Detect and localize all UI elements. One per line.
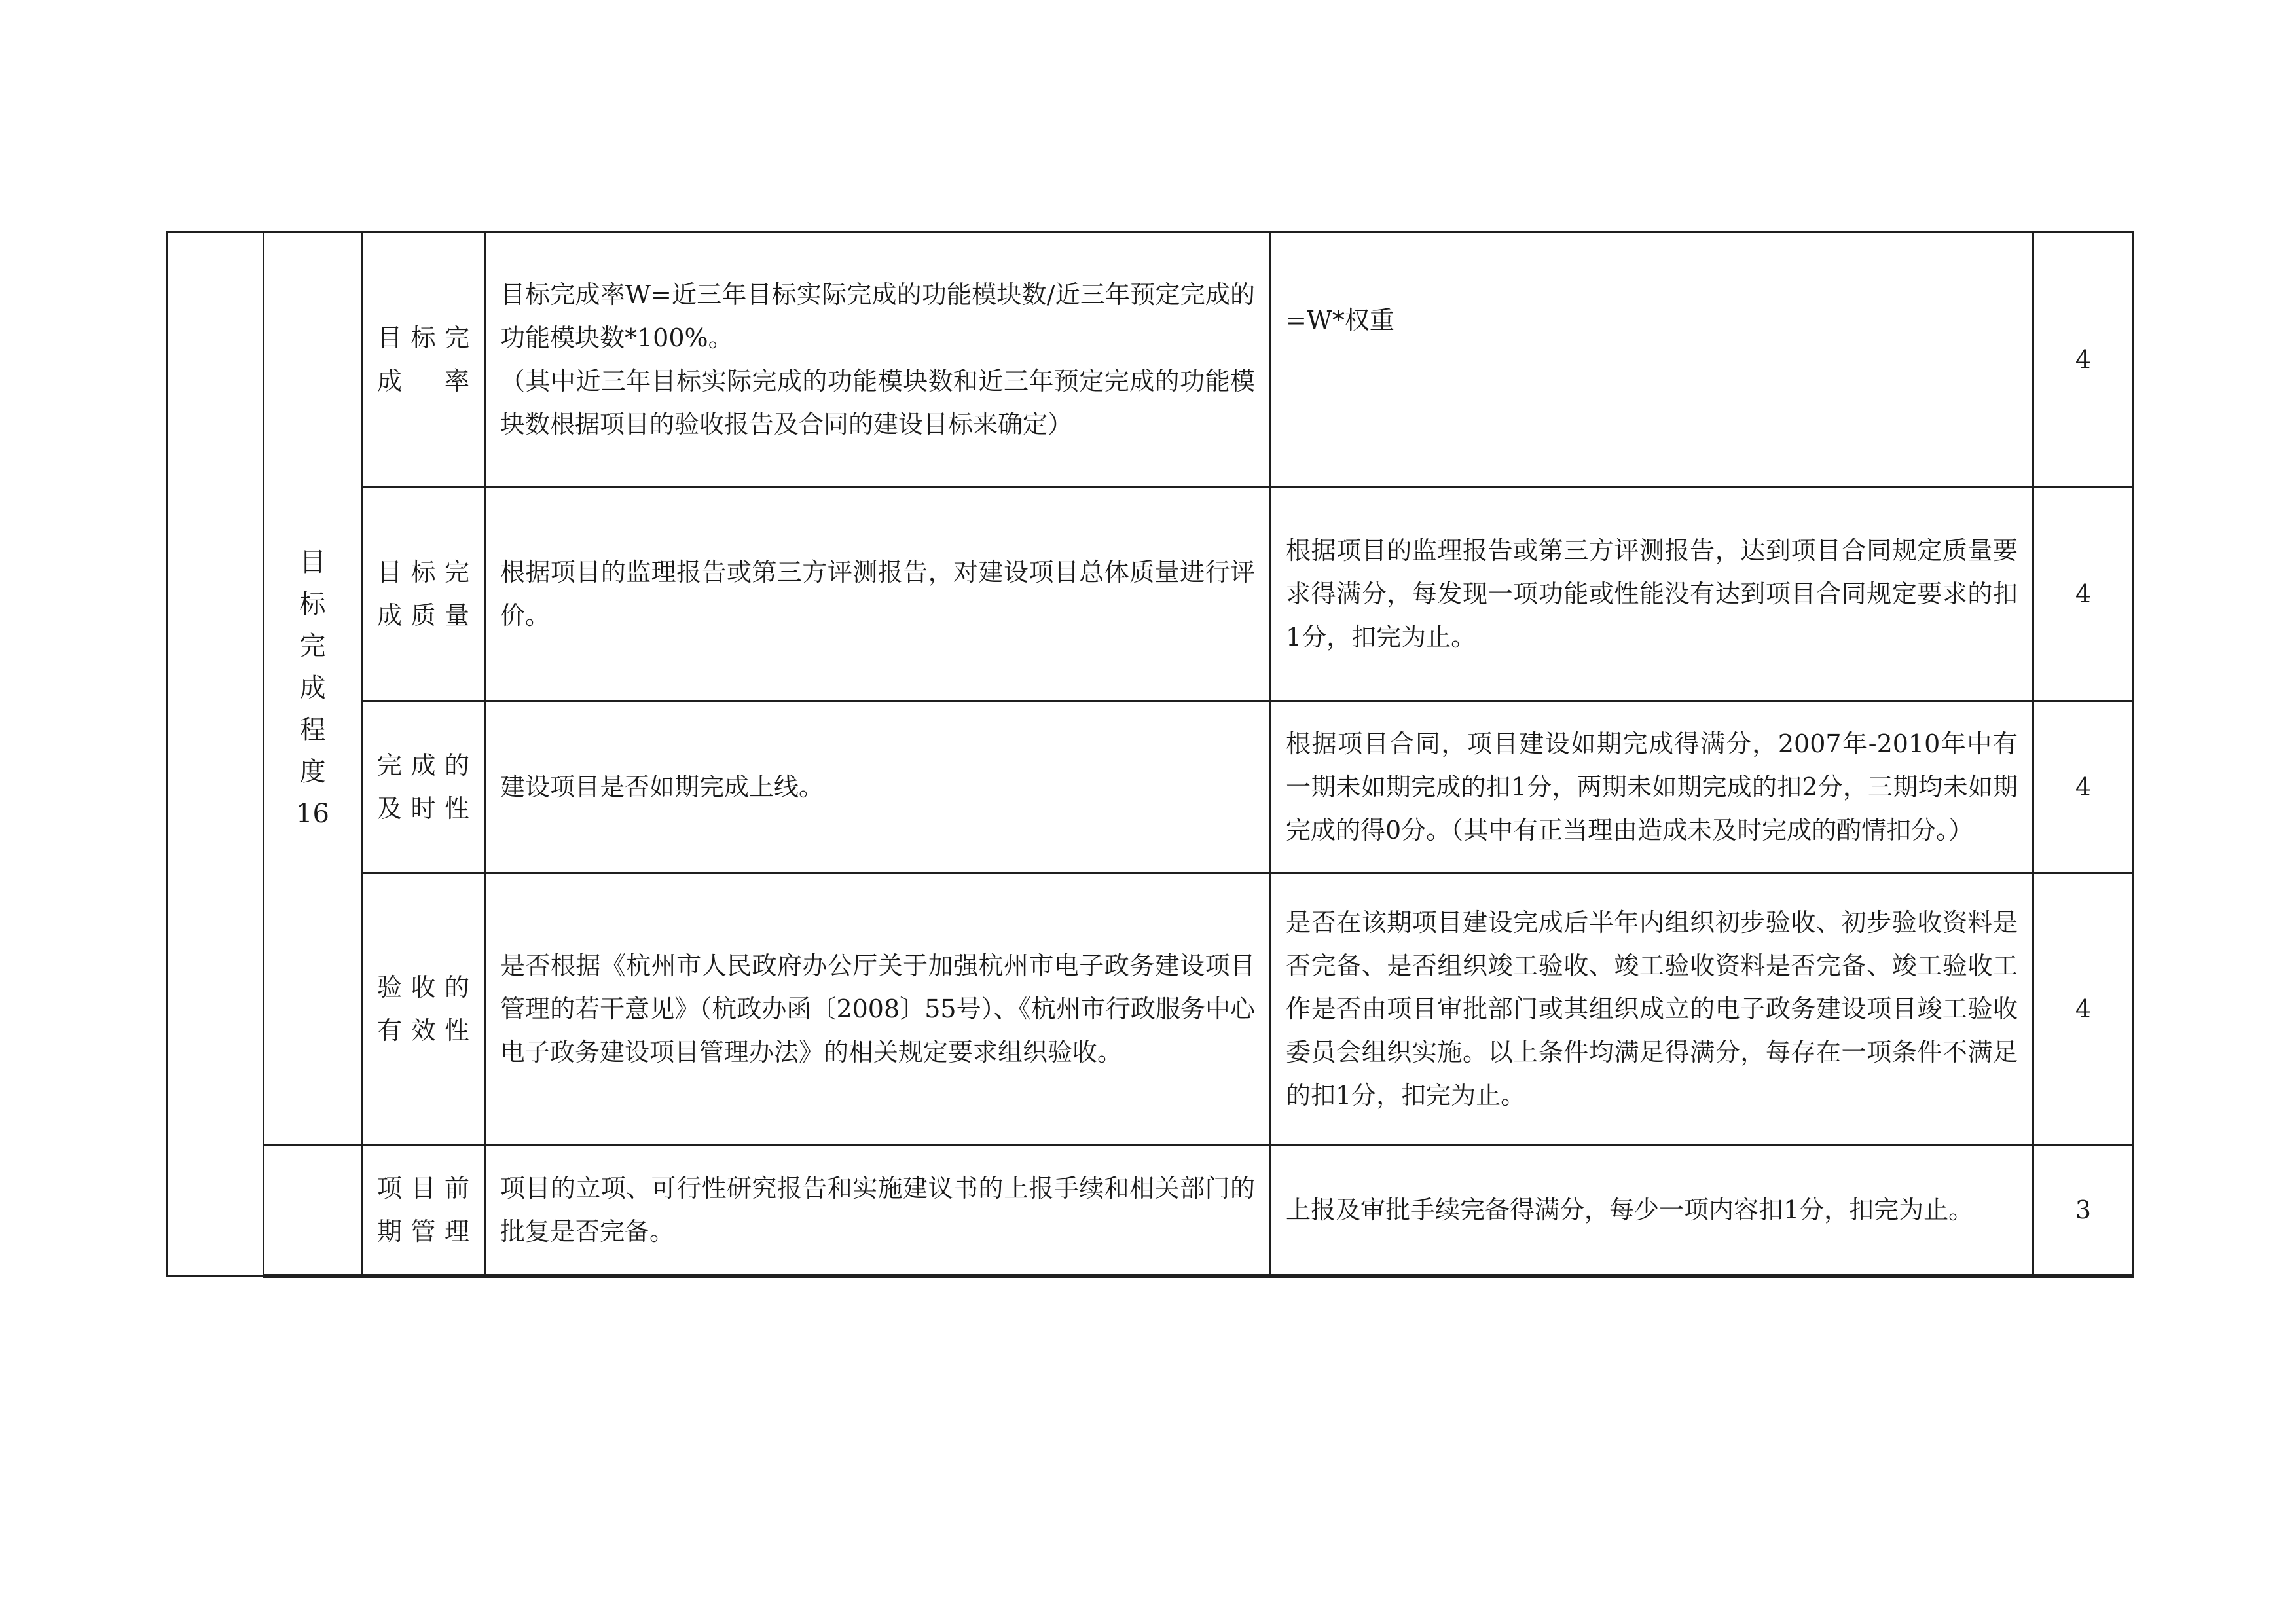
criteria-cell: 建设项目是否如期完成上线。 — [485, 701, 1271, 873]
empty-category-cell — [167, 232, 264, 1276]
scoring-rule-cell: 上报及审批手续完备得满分，每少一项内容扣1分，扣完为止。 — [1271, 1145, 2033, 1276]
scoring-rule-cell: =W*权重 — [1271, 232, 2033, 487]
score-cell: 4 — [2033, 701, 2134, 873]
empty-group-cell — [264, 1145, 362, 1276]
table-row — [167, 873, 2134, 1145]
scoring-rule-cell: 根据项目合同，项目建设如期完成得满分，2007年-2010年中有一期未如期完成的扣1分，两期未如期完成的扣2分，三期均未如期完成的得0分。（其中有正当理由造成未及时完成的酌情扣分。） — [1271, 701, 2033, 873]
scoring-rule-cell: 根据项目的监理报告或第三方评测报告，达到项目合同规定质量要求得满分，每发现一项功能或性能没有达到项目合同规定要求的扣1分，扣完为止。 — [1271, 487, 2033, 701]
table-row — [167, 1145, 2134, 1276]
indicator-name: 目标完 成质量 — [377, 558, 469, 630]
indicator-name-cell — [362, 873, 485, 1145]
indicator-name: 目标完 成率 — [377, 323, 469, 395]
group-label: 目 标 完 成 程 度 16 — [296, 547, 329, 829]
table-row — [167, 701, 2134, 873]
indicator-name: 验收的 有效性 — [377, 973, 469, 1045]
group-label-cell — [264, 232, 362, 1145]
table-row — [167, 232, 2134, 487]
criteria-cell: 是否根据《杭州市人民政府办公厅关于加强杭州市电子政务建设项目管理的若干意见》（杭政办函〔2008〕55号）、《杭州市行政服务中心电子政务建设项目管理办法》的相关规定要求组织验收。 — [485, 873, 1271, 1145]
indicator-name: 项目前 期管理 — [377, 1173, 469, 1246]
indicator-name-cell — [362, 232, 485, 487]
indicator-name: 完成的 及时性 — [377, 751, 469, 823]
criteria-cell: 目标完成率W=近三年目标实际完成的功能模块数/近三年预定完成的功能模块数*100%。 （其中近三年目标实际完成的功能模块数和近三年预定完成的功能模块数根据项目的验收报告及合同的建设目标来确定） — [485, 232, 1271, 487]
score-cell: 4 — [2033, 873, 2134, 1145]
criteria-cell: 根据项目的监理报告或第三方评测报告，对建设项目总体质量进行评价。 — [485, 487, 1271, 701]
indicator-name-cell — [362, 1145, 485, 1276]
scoring-rule-cell: 是否在该期项目建设完成后半年内组织初步验收、初步验收资料是否完备、是否组织竣工验收、竣工验收资料是否完备、竣工验收工作是否由项目审批部门或其组织成立的电子政务建设项目竣工验收委员会组织实施。以上条件均满足得满分，每存在一项条件不满足的扣1分，扣完为止。 — [1271, 873, 2033, 1145]
evaluation-table — [166, 231, 2134, 1278]
score-cell: 4 — [2033, 232, 2134, 487]
score-cell: 3 — [2033, 1145, 2134, 1276]
score-cell: 4 — [2033, 487, 2134, 701]
criteria-cell: 项目的立项、可行性研究报告和实施建议书的上报手续和相关部门的批复是否完备。 — [485, 1145, 1271, 1276]
indicator-name-cell — [362, 487, 485, 701]
indicator-name-cell — [362, 701, 485, 873]
table-row — [167, 487, 2134, 701]
